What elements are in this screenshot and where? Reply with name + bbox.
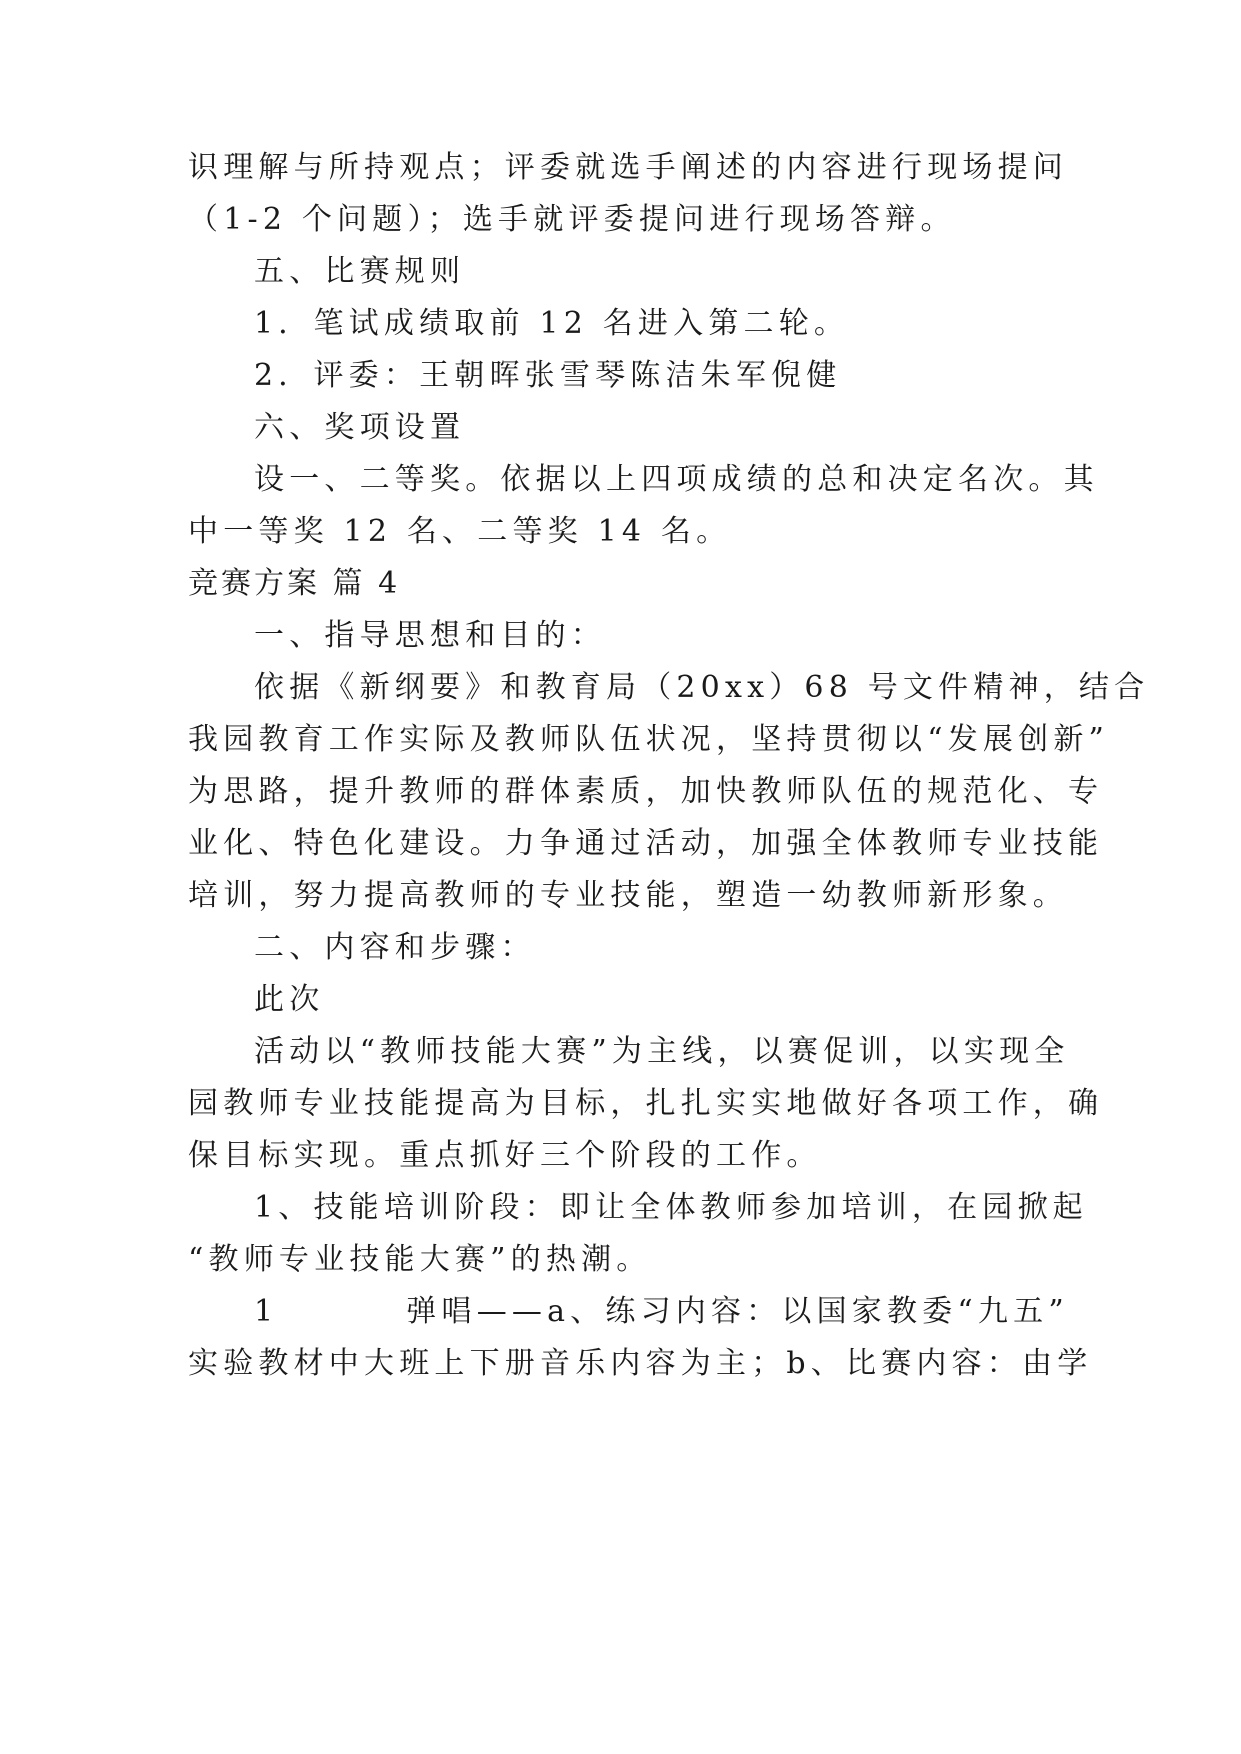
text-line: 实验教材中大班上下册音乐内容为主；b、比赛内容：由学 [188, 1346, 1093, 1381]
text-line: 业化、特色化建设。力争通过活动，加强全体教师专业技能 [188, 826, 1104, 861]
section-heading: 六、奖项设置 [254, 410, 466, 445]
text-line: “教师专业技能大赛”的热潮。 [188, 1242, 652, 1277]
text-line: （1-2 个问题）；选手就评委提问进行现场答辩。 [188, 202, 956, 237]
text-line: 中一等奖 12 名、二等奖 14 名。 [188, 514, 732, 549]
text-line: 设一、二等奖。依据以上四项成绩的总和决定名次。其 [254, 462, 1099, 497]
text-line: 识理解与所持观点；评委就选手阐述的内容进行现场提问 [188, 150, 1068, 185]
text-line: 2．评委：王朝晖张雪琴陈洁朱军倪健 [254, 358, 842, 393]
text-line: 此次 [254, 982, 325, 1017]
text-line: 培训，努力提高教师的专业技能，塑造一幼教师新形象。 [188, 878, 1068, 913]
text-line: 1．笔试成绩取前 12 名进入第二轮。 [254, 306, 850, 341]
text-line: 我园教育工作实际及教师队伍状况，坚持贯彻以“发展创新” [188, 722, 1110, 757]
text-line: 园教师专业技能提高为目标，扎扎实实地做好各项工作，确 [188, 1086, 1104, 1121]
section-heading: 二、内容和步骤： [254, 930, 536, 965]
list-number: 1 [254, 1294, 279, 1329]
text-line: 保目标实现。重点抓好三个阶段的工作。 [188, 1138, 822, 1173]
list-text: 弹唱——a、练习内容：以国家教委“九五” [406, 1294, 1069, 1329]
section-heading: 五、比赛规则 [254, 254, 466, 289]
text-line: 依据《新纲要》和教育局（20xx）68 号文件精神，结合 [254, 670, 1150, 705]
document-heading: 竞赛方案 篇 4 [188, 566, 401, 601]
text-line: 1、技能培训阶段：即让全体教师参加培训，在园掀起 [254, 1190, 1088, 1225]
text-line: 为思路，提升教师的群体素质，加快教师队伍的规范化、专 [188, 774, 1104, 809]
text-line [254, 1290, 1069, 1334]
text-line: 活动以“教师技能大赛”为主线，以赛促训，以实现全 [254, 1034, 1070, 1069]
section-heading: 一、指导思想和目的： [254, 618, 606, 653]
